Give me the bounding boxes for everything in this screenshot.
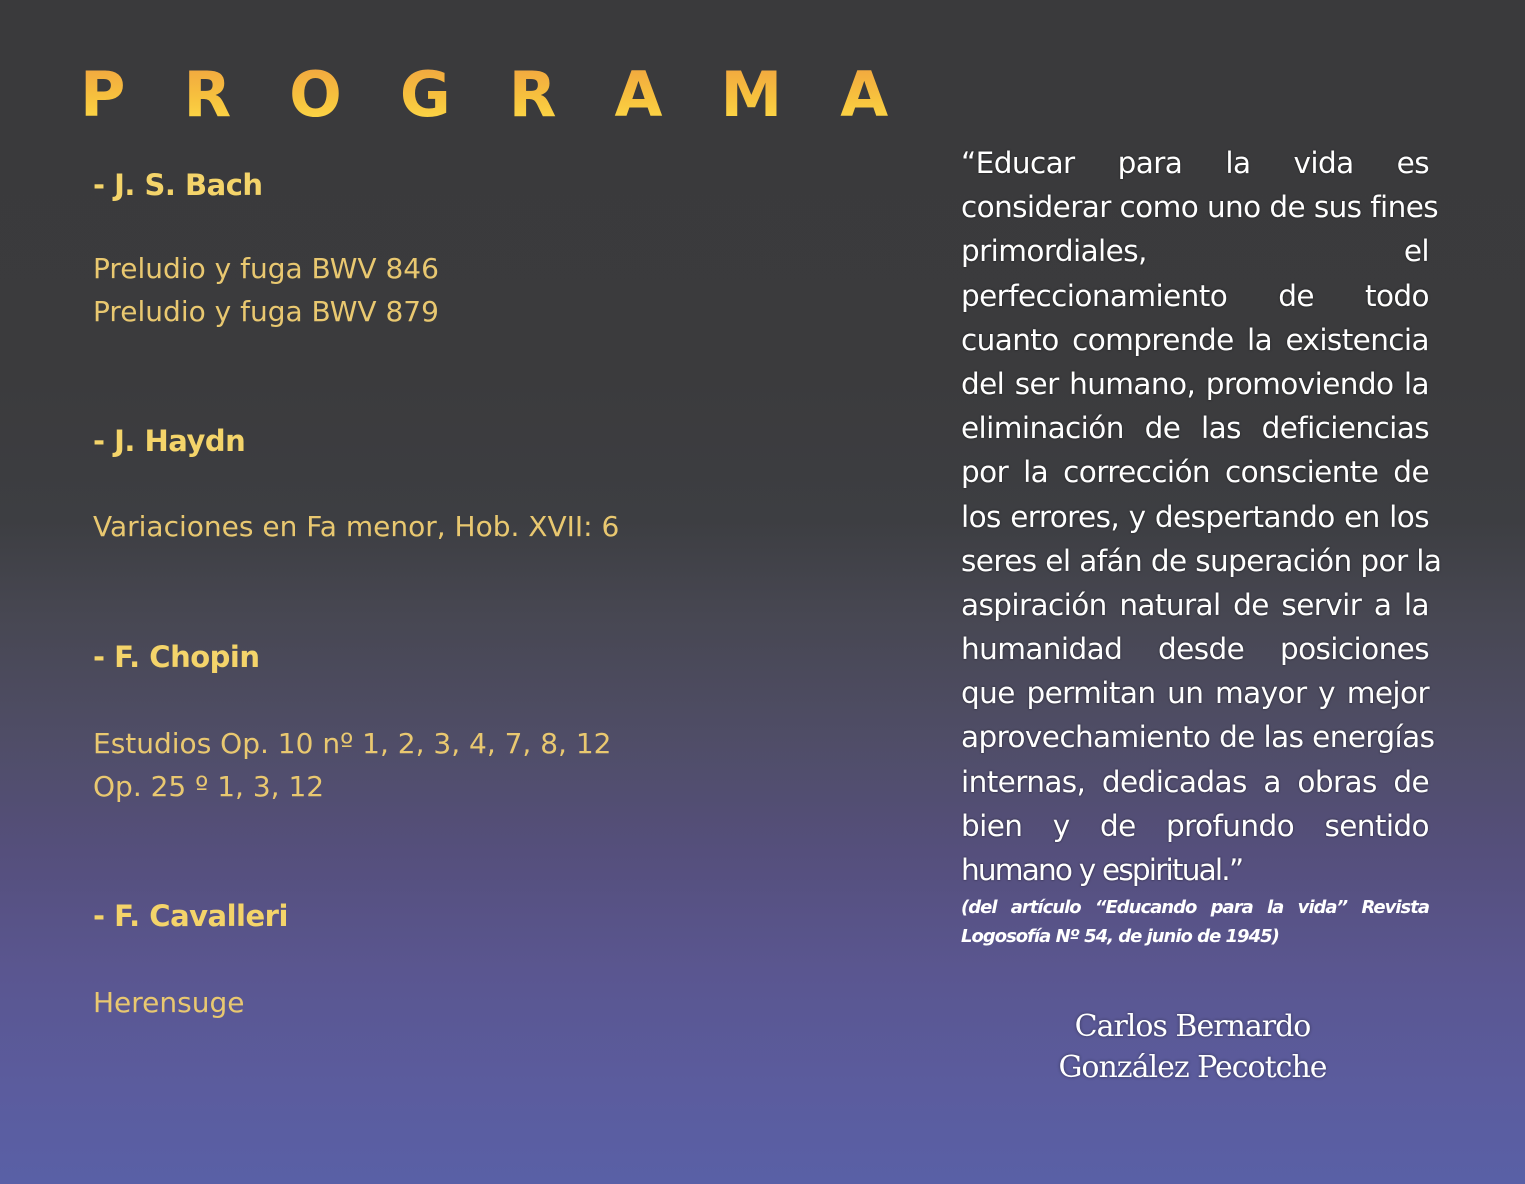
author-last-name: González Pecotche: [1058, 1050, 1327, 1085]
work-item: Herensuge: [93, 986, 245, 1019]
quote-line: internas, dedicadas a obras de: [961, 764, 1429, 799]
quote-line: humano y espiritual.”: [961, 853, 1243, 887]
works-bach: [93, 247, 439, 333]
works-haydn: [93, 505, 619, 548]
author-first-name: Carlos Bernardo: [1074, 1009, 1311, 1044]
work-item: Preludio y fuga BWV 879: [93, 295, 439, 328]
quote-line: aprovechamiento de las energías: [961, 720, 1435, 755]
work-item: Variaciones en Fa menor, Hob. XVII: 6: [93, 510, 620, 543]
quote-line: primordiales, el: [961, 234, 1429, 269]
quote-author: [1030, 1006, 1355, 1088]
quote-line: por la corrección consciente de: [961, 455, 1429, 490]
works-chopin: [93, 722, 611, 808]
quote-block: [961, 141, 1442, 892]
quote-line: aspiración natural de servir a la: [961, 587, 1429, 622]
quote-line: que permitan un mayor y mejor: [961, 676, 1429, 711]
quote-line: considerar como uno de sus fines: [961, 190, 1439, 225]
works-cavalleri: [93, 981, 244, 1024]
quote-line: los errores, y despertando en los: [961, 499, 1429, 534]
quote-citation: [961, 893, 1429, 951]
citation-line: (del artículo “Educando para la vida” Revista: [961, 897, 1429, 918]
quote-line: eliminación de las deficiencias: [961, 411, 1429, 446]
work-item: Preludio y fuga BWV 846: [93, 252, 439, 285]
composer-haydn: - J. Haydn: [93, 424, 246, 458]
program-title: PROGRAMA: [80, 58, 947, 131]
work-item: Estudios Op. 10 nº 1, 2, 3, 4, 7, 8, 12: [93, 727, 612, 760]
citation-line: Logosofía Nº 54, de junio de 1945): [961, 926, 1279, 947]
quote-line: “Educar para la vida es: [961, 146, 1429, 180]
quote-line: perfeccionamiento de todo: [961, 278, 1429, 313]
quote-line: cuanto comprende la existencia: [961, 322, 1429, 357]
quote-line: humanidad desde posiciones: [961, 632, 1429, 667]
quote-line: bien y de profundo sentido: [961, 808, 1429, 843]
composer-chopin: - F. Chopin: [93, 640, 260, 674]
composer-cavalleri: - F. Cavalleri: [93, 899, 288, 933]
work-item: Op. 25 º 1, 3, 12: [93, 770, 325, 803]
quote-line: del ser humano, promoviendo la: [961, 366, 1429, 401]
composer-bach: - J. S. Bach: [93, 168, 263, 202]
quote-line: seres el afán de superación por la: [961, 543, 1442, 578]
